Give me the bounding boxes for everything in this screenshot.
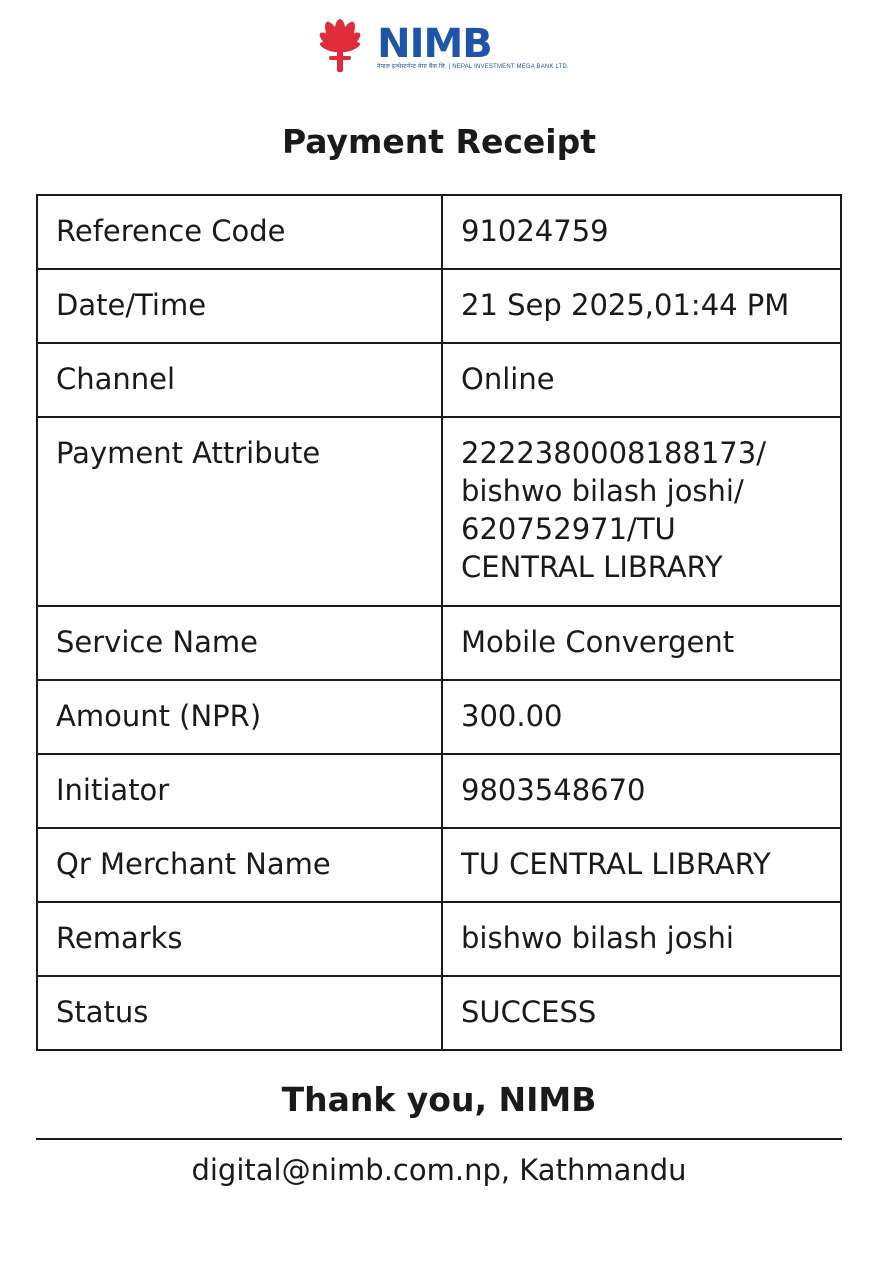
row-label: Qr Merchant Name: [37, 828, 442, 902]
row-value: 91024759: [442, 195, 841, 269]
row-value: bishwo bilash joshi: [442, 902, 841, 976]
value-line: 620752971/TU: [461, 512, 676, 546]
value-line: bishwo bilash joshi/: [461, 474, 744, 508]
nimb-logo: [309, 16, 569, 79]
value-line: CENTRAL LIBRARY: [461, 550, 723, 584]
row-label: Status: [37, 976, 442, 1050]
row-value: 9803548670: [442, 754, 841, 828]
row-label: Remarks: [37, 902, 442, 976]
row-value: 21 Sep 2025,01:44 PM: [442, 269, 841, 343]
footer-divider: [36, 1138, 842, 1140]
receipt-table: [36, 194, 842, 1051]
row-label: Amount (NPR): [37, 680, 442, 754]
status-value: SUCCESS: [442, 976, 841, 1050]
table-row: [37, 902, 841, 976]
table-row: [37, 269, 841, 343]
thank-you-text: Thank you, NIMB: [281, 1080, 597, 1119]
row-label: Service Name: [37, 606, 442, 680]
contact-info: digital@nimb.com.np, Kathmandu: [191, 1153, 687, 1187]
table-row: [37, 976, 841, 1050]
row-value: [442, 417, 841, 606]
value-line: 2222380008188173/: [461, 436, 766, 470]
table-row: [37, 417, 841, 606]
logo-wordmark: NIMB: [377, 21, 492, 67]
table-row: [37, 343, 841, 417]
page-title: Payment Receipt: [281, 122, 597, 161]
row-value: TU CENTRAL LIBRARY: [442, 828, 841, 902]
table-row: [37, 754, 841, 828]
row-value: 300.00: [442, 680, 841, 754]
row-label: Channel: [37, 343, 442, 417]
row-label: Initiator: [37, 754, 442, 828]
lotus-icon: [309, 16, 371, 79]
row-label: Date/Time: [37, 269, 442, 343]
table-row: [37, 195, 841, 269]
logo-area: [0, 16, 878, 82]
row-label: Payment Attribute: [37, 417, 442, 606]
logo-tagline: नेपाल इन्भेस्टमेन्ट मेगा बैंक लि. | NEPAL INVESTMENT MEGA BANK LTD.: [377, 64, 569, 70]
row-label: Reference Code: [37, 195, 442, 269]
table-row: [37, 606, 841, 680]
table-row: [37, 680, 841, 754]
row-value: Online: [442, 343, 841, 417]
table-row: [37, 828, 841, 902]
row-value: Mobile Convergent: [442, 606, 841, 680]
